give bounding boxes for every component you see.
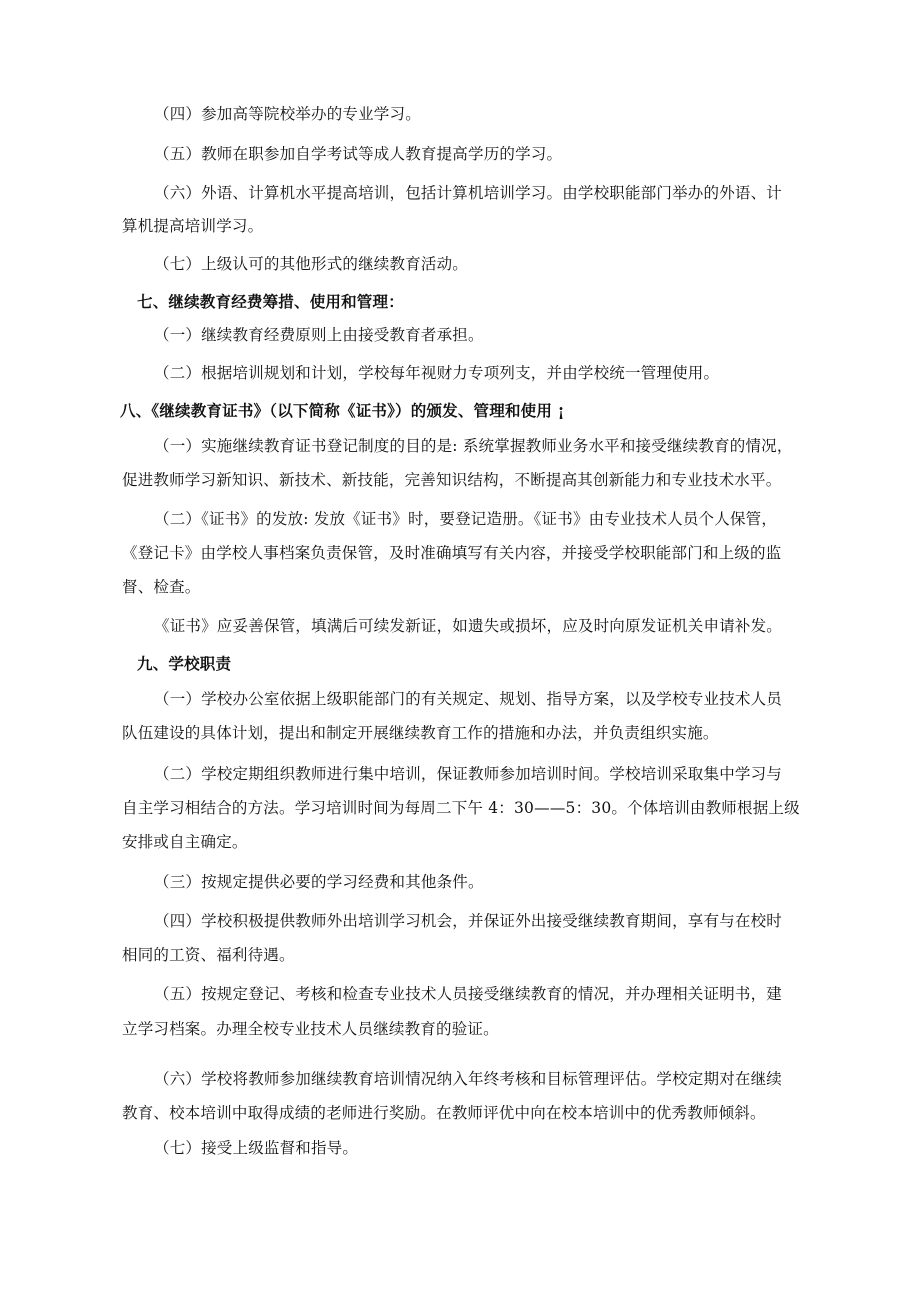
list-item-6-continuation: 算机提高培训学习。 bbox=[122, 217, 264, 235]
duty-item-2-continuation: 自主学习相结合的方法。学习培训时间为每周二下午 4：30——5：30。个体培训由教师根据上级 bbox=[122, 799, 800, 817]
list-item-6-language-computer: （六）外语、计算机水平提高培训，包括计算机培训学习。由学校职能部门举办的外语、计 bbox=[154, 184, 783, 202]
list-item-7-other-forms: （七）上级认可的其他形式的继续教育活动。 bbox=[154, 255, 469, 273]
certificate-item-2-continuation: 《登记卡》由学校人事档案负责保管，及时准确填写有关内容，并接受学校职能部门和上级的监 bbox=[122, 544, 782, 562]
list-item-5-self-study-exam: （五）教师在职参加自学考试等成人教育提高学历的学习。 bbox=[154, 145, 563, 163]
section-heading-8-certificate: 八、《继续教育证书》（以下简称《证书》）的颁发、管理和使用 ¡ bbox=[120, 401, 565, 420]
duty-item-7: （七）接受上级监督和指导。 bbox=[154, 1139, 359, 1157]
duty-item-2: （二）学校定期组织教师进行集中培训，保证教师参加培训时间。学校培训采取集中学习与 bbox=[154, 765, 783, 783]
certificate-item-1: （一）实施继续教育证书登记制度的目的是: 系统掌握教师业务水平和接受继续教育的情况， bbox=[154, 437, 793, 455]
duty-item-6: （六）学校将教师参加继续教育培训情况纳入年终考核和目标管理评估。学校定期对在继续 bbox=[154, 1070, 783, 1088]
duty-item-1: （一）学校办公室依据上级职能部门的有关规定、规划、指导方案，以及学校专业技术人员 bbox=[154, 690, 783, 708]
duty-item-4: （四）学校积极提供教师外出培训学习机会，并保证外出接受继续教育期间，享有与在校时 bbox=[154, 912, 783, 930]
duty-item-1-continuation: 队伍建设的具体计划，提出和制定开展继续教育工作的措施和办法，并负责组织实施。 bbox=[122, 724, 719, 742]
duty-item-5-continuation: 立学习档案。办理全校专业技术人员继续教育的验证。 bbox=[122, 1020, 499, 1038]
certificate-item-1-continuation: 促进教师学习新知识、新技术、新技能，完善知识结构，不断提高其创新能力和专业技术水平。 bbox=[122, 471, 782, 489]
duty-item-4-continuation: 相同的工资、福利待遇。 bbox=[122, 946, 295, 964]
section-heading-9-school-duties: 九、学校职责 bbox=[137, 654, 232, 673]
certificate-storage-paragraph: 《证书》应妥善保管，填满后可续发新证，如遗失或损坏，应及时向原发证机关申请补发。 bbox=[154, 617, 783, 635]
duty-item-2-continuation-2: 安排或自主确定。 bbox=[122, 833, 248, 851]
duty-item-3: （三）按规定提供必要的学习经费和其他条件。 bbox=[154, 873, 484, 891]
funding-item-2: （二）根据培训规划和计划，学校每年视财力专项列支，并由学校统一管理使用。 bbox=[154, 364, 720, 382]
list-item-4-higher-education: （四）参加高等院校举办的专业学习。 bbox=[154, 105, 421, 123]
funding-item-1: （一）继续教育经费原则上由接受教育者承担。 bbox=[154, 326, 484, 344]
duty-item-5: （五）按规定登记、考核和检查专业技术人员接受继续教育的情况，并办理相关证明书，建 bbox=[154, 985, 783, 1003]
certificate-item-2: （二）《证书》的发放: 发放《证书》时，要登记造册。《证书》由专业技术人员个人保管， bbox=[154, 510, 778, 528]
certificate-item-2-continuation-2: 督、检查。 bbox=[122, 578, 201, 596]
section-heading-7-funding: 七、继续教育经费筹措、使用和管理： bbox=[137, 292, 404, 311]
duty-item-6-continuation: 教育、校本培训中取得成绩的老师进行奖励。在教师评优中向在校本培训中的优秀教师倾斜。 bbox=[122, 1104, 766, 1122]
